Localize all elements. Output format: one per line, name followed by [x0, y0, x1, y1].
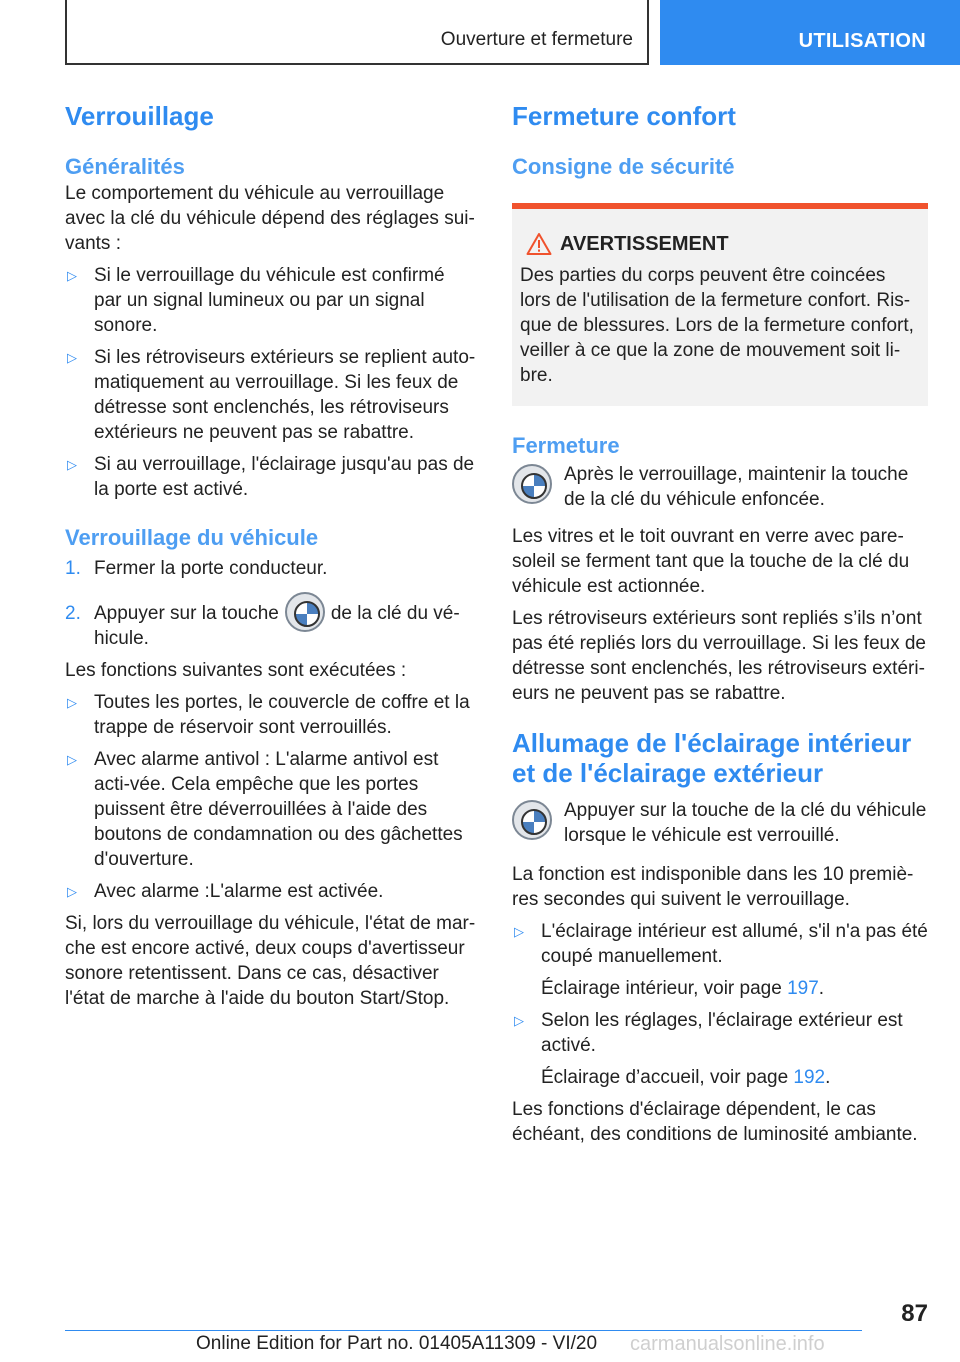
list-item: ▷ Toutes les portes, le couvercle de coffre et la trappe de réservoir sont verrouillés. [67, 692, 470, 738]
triangle-bullet-icon: ▷ [67, 752, 77, 767]
warning-title: AVERTISSEMENT [560, 233, 729, 255]
bmw-key-button-icon [512, 464, 552, 504]
warning-triangle-icon [526, 232, 552, 256]
triangle-bullet-icon: ▷ [67, 268, 77, 283]
cross-reference: Éclairage intérieur, voir page 197. [541, 978, 825, 999]
light-instruction-row [512, 798, 928, 848]
general-intro: Le comportement du véhicule au verrouillage avec la clé du véhicule dépend des réglages sui-vants : [65, 183, 475, 254]
header-section-box [65, 0, 649, 65]
page-number: 87 [901, 1300, 928, 1327]
closing-instruction-row [512, 462, 928, 512]
light-instruction: Appuyer sur la touche de la clé du véhicule lorsque le véhicule est verrouillé. [564, 800, 927, 846]
closing-paragraph-2: Les rétroviseurs extérieurs sont repliés s’ils n’ont pas été repliés lors du verrouillage. Si les feux de détresse sont enclenchés, les rétroviseurs extéri-eurs ne peuvent pas se rabattre. [512, 608, 927, 704]
functions-list [65, 690, 477, 904]
section-title-eclairage: Allumage de l'éclairage intérieur et de l'éclairage extérieur [512, 728, 912, 788]
functions-intro: Les fonctions suivantes sont exécutées : [65, 660, 407, 681]
triangle-bullet-icon: ▷ [67, 884, 77, 899]
bmw-key-button-icon [285, 592, 325, 632]
page-link-192[interactable]: 192 [793, 1067, 826, 1088]
closing-note: Si, lors du verrouillage du véhicule, l'état de mar-che est encore activé, deux coups d'avertisseur sonore retentissent. Dans ce cas, désactiver l'état de marche à l'aide du bouton Start/Stop. [65, 913, 476, 1009]
triangle-bullet-icon: ▷ [67, 457, 77, 472]
warning-box [512, 203, 928, 406]
triangle-bullet-icon: ▷ [514, 924, 524, 939]
header-section-title: Ouverture et fermeture [440, 29, 633, 50]
header-chapter-tab [660, 0, 960, 65]
header-chapter-title: UTILISATION [798, 30, 926, 52]
general-list [65, 263, 477, 502]
warning-text: Des parties du corps peuvent être coincées lors de l'utilisation de la fermeture confort. Ris-que de blessures. Lors de la fermeture confort, veiller à ce que la zone de mouvement soit li-bre. [520, 265, 914, 386]
left-column [65, 100, 477, 1011]
triangle-bullet-icon: ▷ [67, 695, 77, 710]
section-title-fermeture-confort: Fermeture confort [512, 101, 736, 131]
section-title-verrouillage: Verrouillage [65, 101, 214, 131]
triangle-bullet-icon: ▷ [514, 1013, 524, 1028]
cross-reference: Éclairage d’accueil, voir page 192. [541, 1067, 831, 1088]
footer-divider [65, 1330, 862, 1331]
bmw-key-button-icon [512, 800, 552, 840]
light-list-2 [512, 1008, 928, 1058]
light-paragraph-1: La fonction est indisponible dans les 10 premiè-res secondes qui suivent le verrouillage. [512, 864, 914, 910]
step-number: 1. [65, 558, 81, 579]
closing-instruction: Après le verrouillage, maintenir la touche de la clé du véhicule enfoncée. [564, 464, 909, 510]
heading-fermeture: Fermeture [512, 433, 620, 458]
list-item: ▷ Avec alarme :L'alarme est activée. [67, 881, 384, 902]
step-number: 2. [65, 603, 81, 624]
page-link-197[interactable]: 197 [787, 978, 819, 999]
warning-header [520, 231, 920, 257]
list-item: ▷ Avec alarme antivol : L'alarme antivol est acti-vée. Cela empêche que les portes puissent être déverrouillées à l'aide des boutons de condamnation ou des gâchettes d'ouverture. [67, 749, 463, 870]
list-item: ▷ L'éclairage intérieur est allumé, s'il n'a pas été coupé manuellement. [514, 921, 928, 967]
footer-edition: Online Edition for Part no. 01405A11309 - VI/20 [196, 1333, 598, 1354]
step-item: 1. Fermer la porte conducteur. [65, 558, 328, 579]
heading-generalites: Généralités [65, 154, 185, 179]
heading-verrouillage-vehicule: Verrouillage du véhicule [65, 525, 319, 550]
heading-consigne-securite: Consigne de sécurité [512, 154, 735, 179]
light-paragraph-2: Les fonctions d'éclairage dépendent, le cas échéant, des conditions de luminosité ambiante. [512, 1099, 918, 1145]
list-item: ▷ Si le verrouillage du véhicule est confirmé par un signal lumineux ou par un signal sonore. [67, 265, 445, 336]
watermark: carmanualsonline.info [630, 1333, 825, 1355]
closing-paragraph-1: Les vitres et le toit ouvrant en verre avec pare-soleil se ferment tant que la touche de la clé du véhicule est actionnée. [512, 526, 910, 597]
list-item: ▷ Selon les réglages, l'éclairage extérieur est activé. [514, 1010, 903, 1056]
steps-list [65, 556, 477, 651]
list-item: ▷ Si les rétroviseurs extérieurs se replient auto-matiquement au verrouillage. Si les feux de détresse sont enclenchés, les rétroviseurs extérieurs ne peuvent pas se rabattre. [67, 347, 476, 443]
step-item: 2. Appuyer sur la touche de la clé du vé-hicule. [65, 601, 477, 651]
right-column [512, 100, 928, 1147]
light-list [512, 919, 928, 969]
triangle-bullet-icon: ▷ [67, 350, 77, 365]
list-item: ▷ Si au verrouillage, l'éclairage jusqu'au pas de la porte est activé. [67, 454, 475, 500]
